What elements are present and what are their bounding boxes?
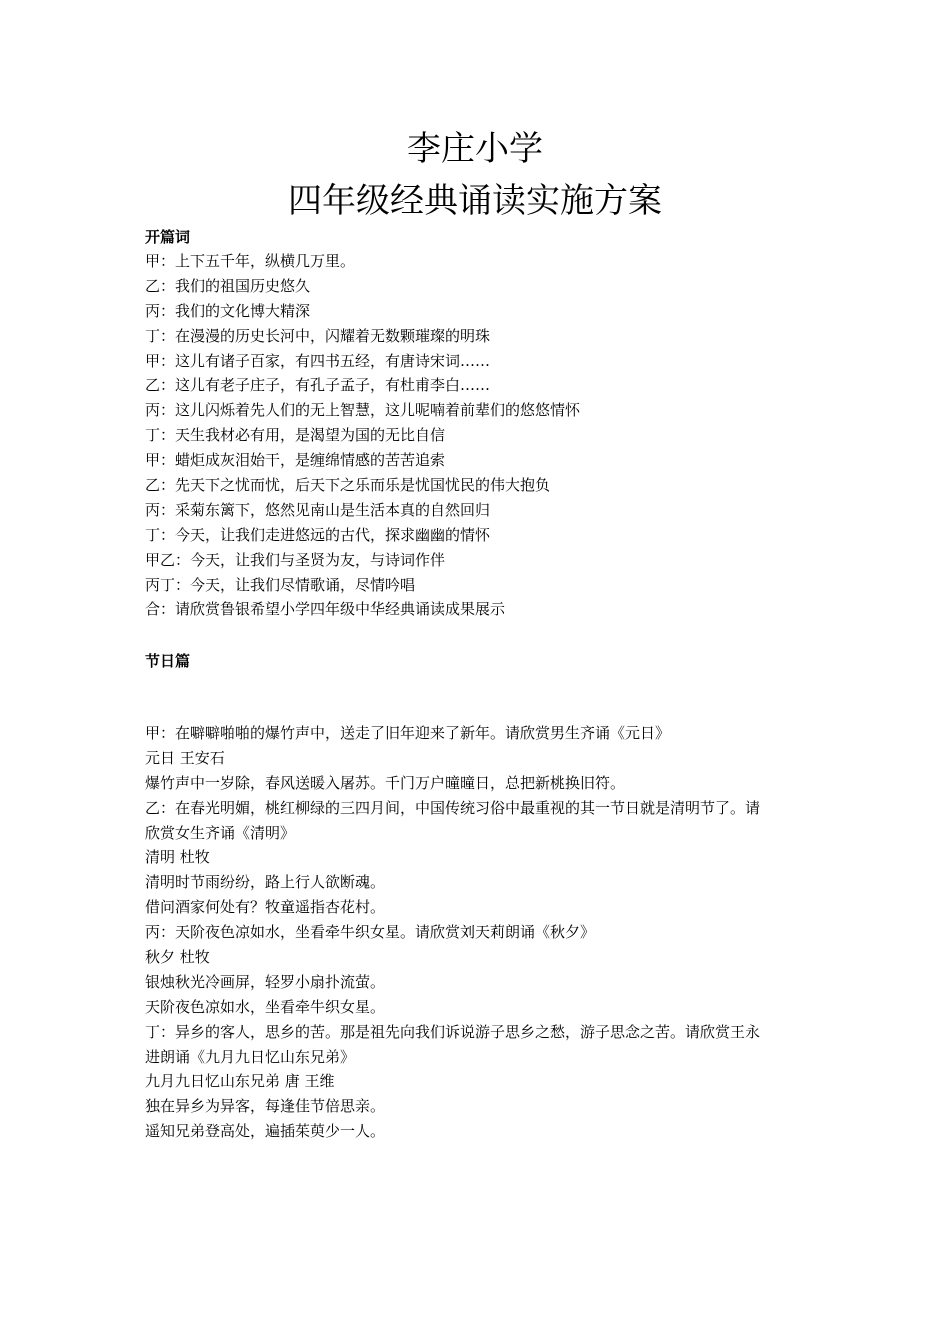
document-title-school: 李庄小学 bbox=[407, 129, 543, 169]
text-line: 甲：这儿有诸子百家，有四书五经，有唐诗宋词…… bbox=[145, 351, 491, 370]
text-line: 遥知兄弟登高处，遍插茱萸少一人。 bbox=[145, 1122, 386, 1141]
text-line: 天阶夜色凉如水，坐看牵牛织女星。 bbox=[145, 997, 386, 1016]
text-line: 银烛秋光冷画屏，轻罗小扇扑流萤。 bbox=[145, 972, 386, 991]
text-line: 丁：在漫漫的历史长河中，闪耀着无数颗璀璨的明珠 bbox=[145, 326, 491, 345]
text-line: 欣赏女生齐诵《清明》 bbox=[145, 823, 296, 842]
text-line: 甲：蜡炬成灰泪始干，是缠绵情感的苦苦追索 bbox=[145, 451, 446, 470]
document-title-plan: 四年级经典诵读实施方案 bbox=[288, 181, 662, 221]
text-line: 丙：采菊东篱下，悠然见南山是生活本真的自然回归 bbox=[145, 500, 491, 519]
text-line: 丙丁：今天，让我们尽情歌诵，尽情吟唱 bbox=[145, 575, 416, 594]
text-line: 丁：天生我材必有用，是渴望为国的无比自信 bbox=[145, 426, 446, 445]
text-line: 元日 王安石 bbox=[145, 748, 225, 767]
text-line: 乙：这儿有老子庄子，有孔子孟子，有杜甫李白…… bbox=[145, 376, 491, 395]
text-line: 丙：这儿闪烁着先人们的无上智慧，这儿呢喃着前辈们的悠悠情怀 bbox=[145, 401, 581, 420]
text-line: 甲：上下五千年，纵横几万里。 bbox=[145, 252, 356, 270]
text-line: 丁：异乡的客人，思乡的苦。那是祖先向我们诉说游子思乡之愁，游子思念之苦。请欣赏王永 bbox=[145, 1022, 761, 1041]
text-line: 独在异乡为异客，每逢佳节倍思亲。 bbox=[145, 1097, 386, 1116]
text-line: 丁：今天，让我们走进悠远的古代，探求幽幽的情怀 bbox=[145, 525, 491, 544]
text-line: 清明时节雨纷纷，路上行人欲断魂。 bbox=[145, 873, 386, 892]
text-line: 进朗诵《九月九日忆山东兄弟》 bbox=[145, 1047, 356, 1066]
text-line: 清明 杜牧 bbox=[145, 848, 210, 867]
text-line: 九月九日忆山东兄弟 唐 王维 bbox=[145, 1072, 335, 1091]
text-line: 丙：我们的文化博大精深 bbox=[145, 301, 311, 320]
section-heading-festival: 节日篇 bbox=[145, 652, 191, 670]
text-line: 合：请欣赏鲁银希望小学四年级中华经典诵读成果展示 bbox=[145, 600, 506, 619]
text-line: 乙：在春光明媚，桃红柳绿的三四月间，中国传统习俗中最重视的其一节日就是清明节了。请 bbox=[145, 798, 761, 817]
text-line: 乙：我们的祖国历史悠久 bbox=[145, 276, 311, 295]
festival-lines bbox=[145, 721, 815, 1144]
text-line: 丙：天阶夜色凉如水，坐看牵牛织女星。请欣赏刘天莉朗诵《秋夕》 bbox=[145, 923, 596, 942]
text-line: 借问酒家何处有？牧童遥指杏花村。 bbox=[145, 898, 386, 917]
text-line: 爆竹声中一岁除，春风送暖入屠苏。千门万户曈曈日，总把新桃换旧符。 bbox=[145, 773, 626, 792]
text-line: 秋夕 杜牧 bbox=[145, 948, 210, 967]
section-heading-opening: 开篇词 bbox=[145, 228, 191, 246]
text-line: 甲：在噼噼啪啪的爆竹声中，送走了旧年迎来了新年。请欣赏男生齐诵《元日》 bbox=[145, 724, 671, 742]
opening-lines bbox=[145, 249, 815, 622]
text-line: 乙：先天下之忧而忧，后天下之乐而乐是忧国忧民的伟大抱负 bbox=[145, 476, 551, 495]
text-line: 甲乙：今天，让我们与圣贤为友，与诗词作伴 bbox=[145, 550, 446, 569]
